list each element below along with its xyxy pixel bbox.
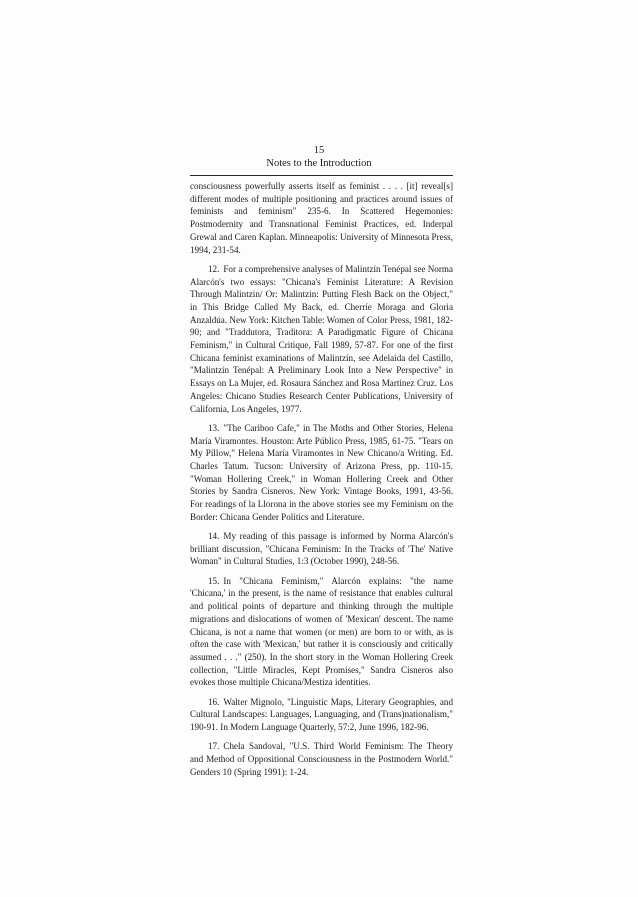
note-continuation	[190, 180, 453, 256]
note-text: "The Cariboo Cafe," in The Moths and Other Stories, Helena María Viramontes. Houston: Arte Público Press, 1985, 61-75. "Tears on My Pillow," Helena María Viramontes in New Chicano/a Writing. Ed. Charles Tatum. Tucson: University of Arizona Press, pp. 110-15. "Woman Hollering Creek," in Woman Hollering Creek and Other Stories by Sandra Cisneros. New York: Vintage Books, 1991, 43-56. For readings of la Llorona in the above stories see my Feminism on the Border: Chicana Gender Politics and Literature.	[190, 422, 453, 522]
running-title: Notes to the Introduction	[266, 158, 372, 169]
note-number: 17.	[208, 741, 220, 752]
note-number: 15.	[208, 575, 220, 586]
note-17	[190, 740, 453, 778]
note-text: For a comprehensive analyses of Malintzín Tenépal see Norma Alarcón's two essays: "Chicana's Feminist Literature: A Revision Through Malintzin/ Or: Malintzin: Putting Flesh Back on the Object," in This Bridge Called My Back, ed. Cherríe Moraga and Gloria Anzaldúa. New York: Kitchen Table: Women of Color Press, 1981, 182-90; and "Traddutora, Traditora: A Paradigmatic Figure of Chicana Feminism," in Cultural Critique, Fall 1989, 57-87. For one of the first Chicana feminist examinations of Malintzín, see Adelaida del Castillo, "Malintzín Tenépal: A Preliminary Look Into a New Perspective" in Essays on La Mujer, ed. Rosaura Sánchez and Rosa Martínez Cruz. Los Angeles: Chicano Studies Research Center Publications, University of California, Los Angeles, 1977.	[190, 263, 453, 414]
note-number: 16.	[208, 696, 220, 707]
note-number: 14.	[208, 531, 220, 542]
note-13	[190, 422, 453, 524]
note-text: consciousness powerfully asserts itself as feminist . . . . [it] reveal[s] different modes of multiple positioning and practices around issues of feminists and feminism" 235-6. In Scattered Hegemonies: Postmodernity and Transnational Feminist Practices, ed. Inderpal Grewal and Caren Kaplan. Minneapolis: University of Minnesota Press, 1994, 231-54.	[190, 181, 453, 255]
note-text: Walter Mignolo, "Linguistic Maps, Literary Geographies, and Cultural Landscapes: Languages, Languaging, and (Trans)nationalism," 190-91. In Modern Language Quarterly, 57:2, June 1996, 182-96.	[190, 696, 453, 733]
note-14	[190, 530, 453, 568]
note-15	[190, 575, 453, 689]
note-text: In "Chicana Feminism," Alarcón explains: "the name 'Chicana,' in the present, is the name of resistance that enables cultural and political points of departure and thinking through the multiple migrations and dislocations of women of 'Mexican' descent. The name Chicana, is not a name that women (or men) are born to or with, as is often the case with 'Mexican,' but rather it is consciously and critically assumed . . ." (250). In the short story in the Woman Hollering Creek collection, "Little Miracles, Kept Promises," Sandra Cisneros also evokes those multiple Chicana/Mestiza identities.	[190, 575, 453, 688]
note-number: 13.	[208, 422, 220, 433]
header-rule	[190, 175, 453, 176]
page-number: 15	[313, 145, 325, 156]
notes-section	[190, 180, 453, 785]
note-number: 12.	[208, 263, 220, 274]
note-12	[190, 263, 453, 415]
note-16	[190, 696, 453, 734]
note-text: Chela Sandoval, "U.S. Third World Feminism: The Theory and Method of Oppositional Consciousness in the Postmodern World." Genders 10 (Spring 1991): 1-24.	[190, 741, 453, 777]
note-text: My reading of this passage is informed by Norma Alarcón's brilliant discussion, "Chicana Feminism: In the Tracks of 'The' Native Woman" in Cultural Studies, 1:3 (October 1990), 248-56.	[190, 531, 453, 567]
